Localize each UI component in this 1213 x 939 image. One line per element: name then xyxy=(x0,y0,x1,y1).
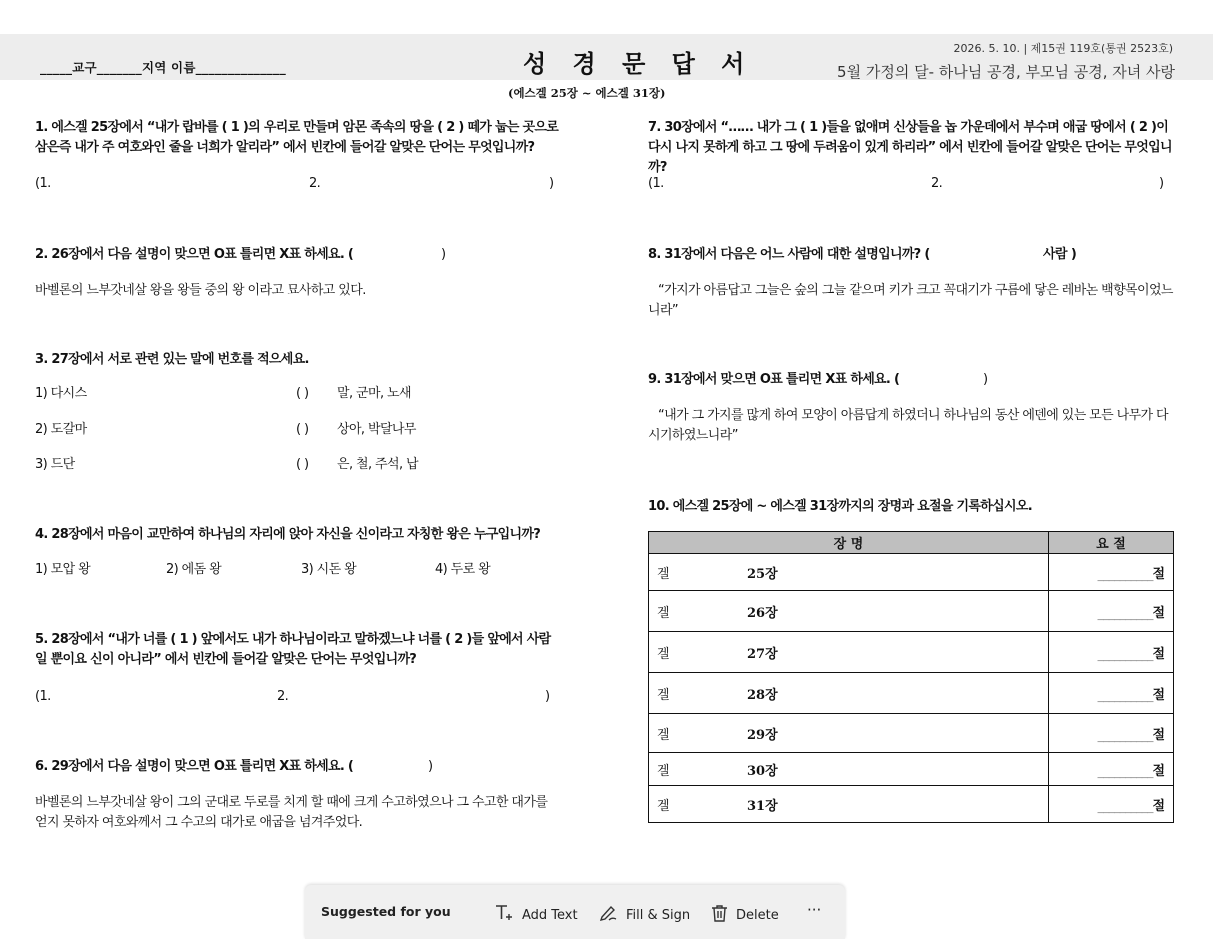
q5-answer-2: 2. xyxy=(277,689,289,704)
question-3: 3. 27장에서 서로 관련 있는 말에 번호를 적으세요. xyxy=(35,352,309,367)
row-book: 겔 xyxy=(657,763,670,779)
q4-option-4: 4) 두로 왕 xyxy=(435,562,491,577)
q4-option-2: 2) 에돔 왕 xyxy=(166,562,222,577)
verse-unit: 절 xyxy=(1152,763,1165,779)
q3-row-3-paren: ( ) xyxy=(296,457,309,472)
table-row xyxy=(649,632,1174,673)
verse-blank[interactable]: __________ xyxy=(1097,566,1153,582)
name-fill-in-line: _____교구_______지역 이름______________ xyxy=(40,60,286,75)
q5-answer-1: (1. xyxy=(35,689,51,704)
fill-sign-label: Fill & Sign xyxy=(626,907,691,923)
suggested-label: Suggested for you xyxy=(321,904,451,919)
issue-date: 2026. 5. 10. | 제15권 119호(통권 2523호) xyxy=(953,42,1173,55)
question-10: 10. 에스겔 25장에 ~ 에스겔 31장까지의 장명과 요절을 기록하십시오. xyxy=(648,499,1032,514)
verse-unit: 절 xyxy=(1152,687,1165,703)
q4-option-1: 1) 모압 왕 xyxy=(35,562,91,577)
q3-row-1-right: 말, 군마, 노새 xyxy=(337,386,411,401)
verse-blank[interactable]: __________ xyxy=(1097,646,1153,662)
row-chapter: 30장 xyxy=(747,763,778,779)
q9-close-paren: ) xyxy=(983,372,988,387)
question-7: 7. 30장에서 “…… 내가 그 ( 1 )들을 없애며 신상들을 놉 가운데에서 부수며 애굽 땅에서 ( 2 )이 다시 나지 못하게 하고 그 땅에 두려움이 있게 하리라” 에서 빈칸에 들어갈 알맞은 단어는 무엇입니까? xyxy=(648,120,1172,175)
row-chapter: 29장 xyxy=(747,727,778,743)
question-8: 8. 31장에서 다음은 어느 사람에 대한 설명입니까? ( xyxy=(648,247,930,262)
row-book: 겔 xyxy=(657,646,670,662)
verse-unit: 절 xyxy=(1152,605,1165,621)
row-book: 겔 xyxy=(657,687,670,703)
verse-blank[interactable]: __________ xyxy=(1097,763,1153,779)
more-icon[interactable]: ··· xyxy=(807,901,822,919)
document-title: 성 경 문 답 서 xyxy=(523,49,754,78)
add-text-label: Add Text xyxy=(522,907,578,923)
add-text-button[interactable] xyxy=(495,904,578,926)
q7-answer-2: 2. xyxy=(931,176,943,191)
verse-unit: 절 xyxy=(1152,798,1165,814)
table-row xyxy=(649,786,1174,823)
row-book: 겔 xyxy=(657,605,670,621)
q8-suffix: 사람 ) xyxy=(1043,247,1077,262)
verse-blank[interactable]: __________ xyxy=(1097,687,1153,703)
question-6: 6. 29장에서 다음 설명이 맞으면 O표 틀리면 X표 하세요. ( xyxy=(35,759,354,774)
q6-statement: 바벨론의 느부갓네살 왕이 그의 군대로 두로를 치게 할 때에 크게 수고하였으나 그 수고한 대가를 얻지 못하자 여호와께서 그 수고의 대가로 애굽을 넘겨주었다. xyxy=(35,795,548,830)
table-header-row xyxy=(649,532,1174,554)
question-1: 1. 에스겔 25장에서 “내가 랍바를 ( 1 )의 우리로 만들며 암몬 족속의 땅을 ( 2 ) 떼가 눕는 곳으로 삼은즉 내가 주 여호와인 줄을 너희가 알리라” 에서 빈칸에 들어갈 알맞은 단어는 무엇입니까? xyxy=(35,120,559,155)
row-chapter: 26장 xyxy=(747,605,778,621)
q1-close-paren: ) xyxy=(549,176,554,191)
q2-close-paren: ) xyxy=(441,247,446,262)
q3-row-3-right: 은, 철, 주석, 납 xyxy=(337,457,418,472)
q3-row-3-left: 3) 드단 xyxy=(35,457,75,472)
verse-unit: 절 xyxy=(1152,727,1165,743)
question-4: 4. 28장에서 마음이 교만하여 하나님의 자리에 앉아 자신을 신이라고 자칭한 왕은 누구입니까? xyxy=(35,527,541,542)
row-book: 겔 xyxy=(657,727,670,743)
suggestion-toolbar xyxy=(305,885,845,939)
q6-close-paren: ) xyxy=(428,759,433,774)
q9-statement: “내가 그 가지를 많게 하여 모양이 아름답게 하였더니 하나님의 동산 에덴에 있는 모든 나무가 다 시기하였느니라” xyxy=(648,408,1168,443)
q3-row-1-left: 1) 다시스 xyxy=(35,386,87,401)
verse-blank[interactable]: __________ xyxy=(1097,727,1153,743)
row-book: 겔 xyxy=(657,566,670,582)
q5-close-paren: ) xyxy=(545,689,550,704)
question-5: 5. 28장에서 “내가 너를 ( 1 ) 앞에서도 내가 하나님이라고 말하겠느냐 너를 ( 2 )들 앞에서 사람일 뿐이요 신이 아니라” 에서 빈칸에 들어갈 알맞은 단어는 무엇입니까? xyxy=(35,632,551,667)
row-book: 겔 xyxy=(657,798,670,814)
q3-row-1-paren: ( ) xyxy=(296,386,309,401)
delete-label: Delete xyxy=(736,908,779,923)
verse-unit: 절 xyxy=(1152,566,1165,582)
table-header-verse: 요 절 xyxy=(1049,532,1174,554)
table-row xyxy=(649,673,1174,714)
q3-row-2-right: 상아, 박달나무 xyxy=(337,422,416,437)
verse-blank[interactable]: __________ xyxy=(1097,798,1153,814)
q1-answer-1: (1. xyxy=(35,176,51,191)
verse-blank[interactable]: __________ xyxy=(1097,605,1153,621)
chapter-verse-table xyxy=(648,531,1174,823)
q1-answer-2: 2. xyxy=(309,176,321,191)
q2-statement: 바벨론의 느부갓네살 왕을 왕들 중의 왕 이라고 묘사하고 있다. xyxy=(35,283,366,298)
table-row xyxy=(649,591,1174,632)
table-row xyxy=(649,554,1174,591)
q7-close-paren: ) xyxy=(1159,176,1164,191)
row-chapter: 27장 xyxy=(747,646,778,662)
table-row xyxy=(649,714,1174,753)
row-chapter: 25장 xyxy=(747,566,778,582)
q3-row-2-paren: ( ) xyxy=(296,422,309,437)
table-header-chapter: 장 명 xyxy=(649,532,1049,554)
question-9: 9. 31장에서 맞으면 O표 틀리면 X표 하세요. ( xyxy=(648,372,900,387)
q3-row-2-left: 2) 도갈마 xyxy=(35,422,87,437)
question-2: 2. 26장에서 다음 설명이 맞으면 O표 틀리면 X표 하세요. ( xyxy=(35,247,354,262)
fill-sign-pen-icon xyxy=(599,904,618,926)
table-row xyxy=(649,753,1174,786)
add-text-icon xyxy=(495,904,514,926)
chapter-range: (에스겔 25장 ~ 에스겔 31장) xyxy=(508,86,666,100)
row-chapter: 31장 xyxy=(747,798,778,814)
fill-sign-button[interactable] xyxy=(599,904,690,926)
delete-button[interactable] xyxy=(711,904,779,927)
row-chapter: 28장 xyxy=(747,687,778,703)
header-theme: 5월 가정의 달- 하나님 공경, 부모님 공경, 자녀 사랑 xyxy=(837,63,1175,81)
q7-answer-1: (1. xyxy=(648,176,664,191)
q8-statement: “가지가 아름답고 그늘은 숲의 그늘 같으며 키가 크고 꼭대기가 구름에 닿은 레바논 백향목이었느니라” xyxy=(648,283,1173,318)
trash-icon xyxy=(711,904,728,927)
verse-unit: 절 xyxy=(1152,646,1165,662)
q4-option-3: 3) 시돈 왕 xyxy=(301,562,357,577)
